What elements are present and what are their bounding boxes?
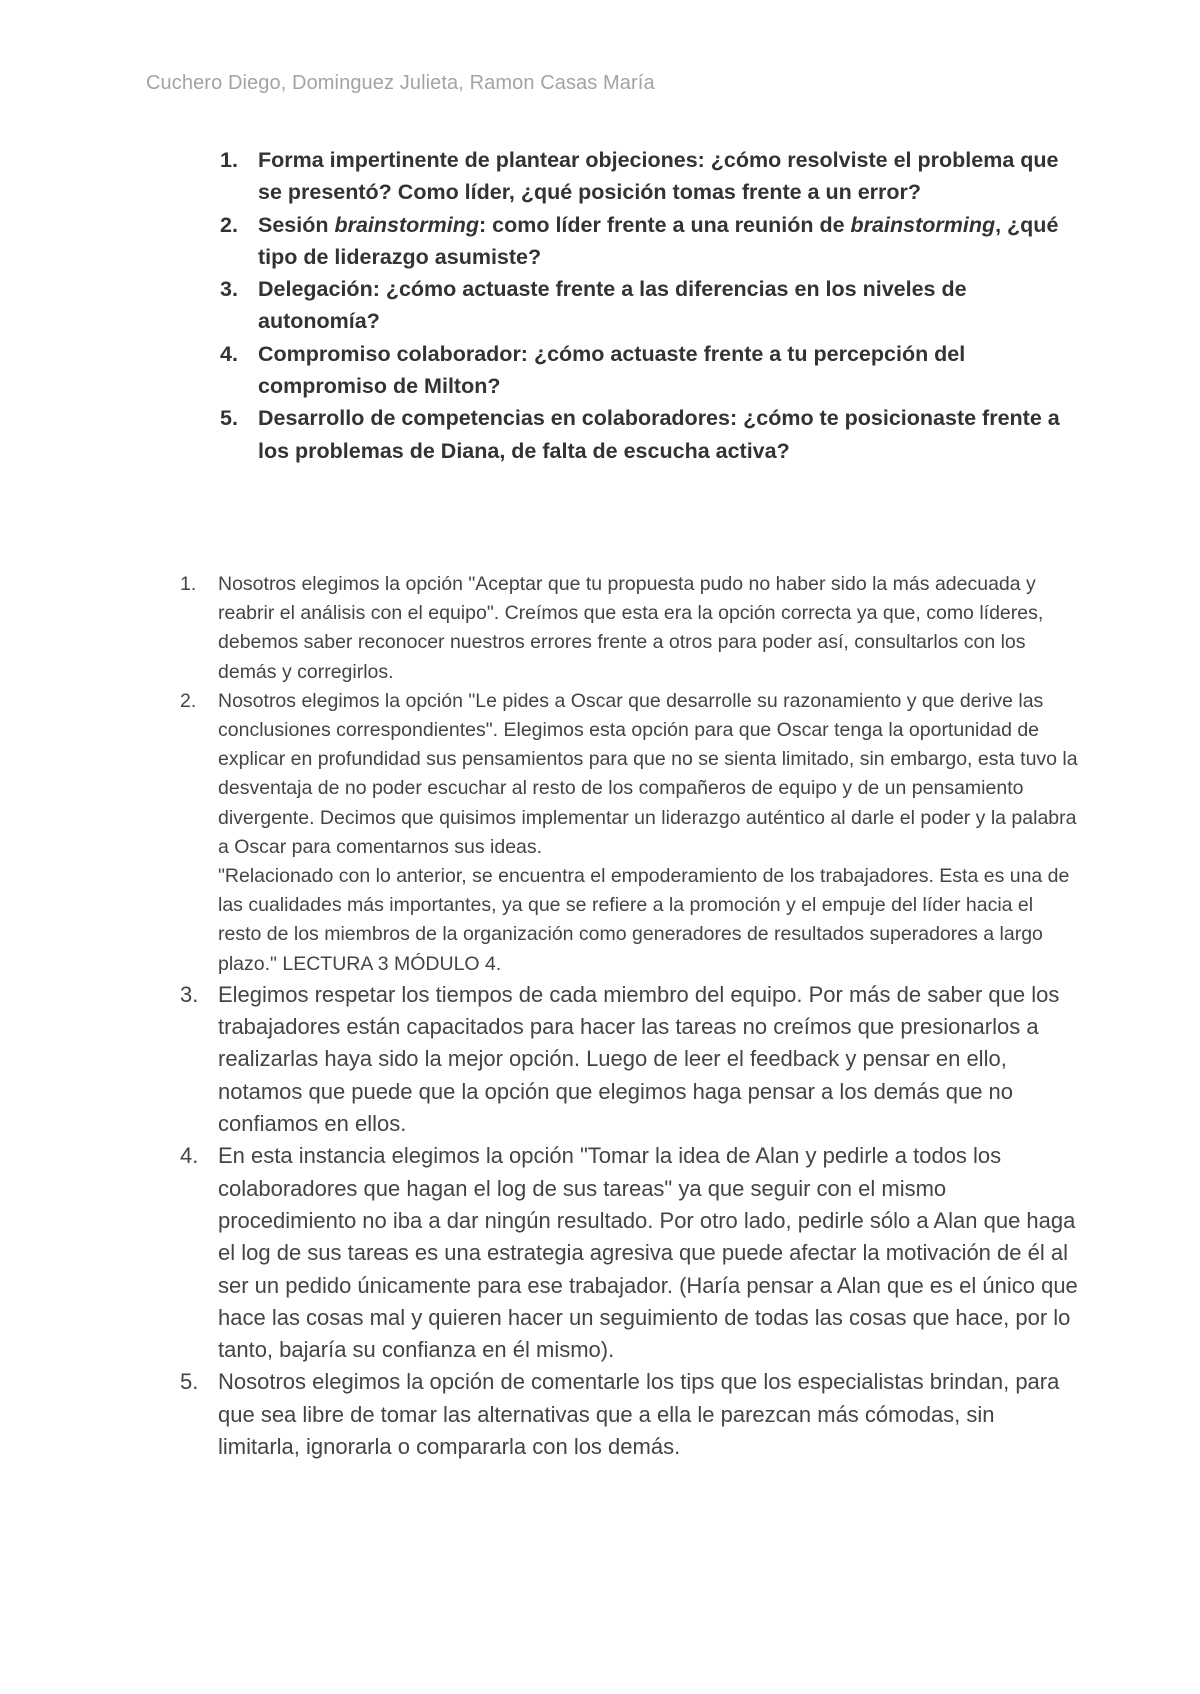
answer-text: Nosotros elegimos la opción de comentarle los tips que los especialistas brindan, para que sea libre de tomar las alternativas que a ella le parezcan más cómodas, sin limitarla, ignorarla o compararla con los demás. bbox=[218, 1369, 1060, 1459]
answer-quote: "Relacionado con lo anterior, se encuentra el empoderamiento de los trabajadores. Esta es una de las cualidades más importantes, ya que se refiere a la promoción y el empuje del líder hacia el resto de los miembros de la organización como generadores de resultados superadores a largo plazo." LECTURA 3 MÓDULO 4. bbox=[218, 865, 1070, 975]
question-item bbox=[220, 402, 1080, 467]
questions-list bbox=[220, 144, 1080, 467]
answer-text: Nosotros elegimos la opción "Aceptar que tu propuesta pudo no haber sido la más adecuada y reabrir el análisis con el equipo". Creímos que esta era la opción correcta ya que, como líderes, debemos saber reconocer nuestros errores frente a otros para poder así, consultarlos con los demás y corregirlos. bbox=[218, 573, 1044, 683]
answer-number: 2. bbox=[180, 689, 197, 712]
answers-list bbox=[180, 570, 1080, 1463]
question-item bbox=[220, 209, 1080, 274]
question-text: Forma impertinente de plantear objeciones: ¿cómo resolviste el problema que se presentó? Como líder, ¿qué posición tomas frente a un error? bbox=[258, 148, 1059, 205]
question-text: Delegación: ¿cómo actuaste frente a las diferencias en los niveles de autonomía? bbox=[258, 277, 967, 334]
answer-item bbox=[180, 1366, 1080, 1463]
question-text: Compromiso colaborador: ¿cómo actuaste frente a tu percepción del compromiso de Milton? bbox=[258, 341, 966, 399]
answer-text: Elegimos respetar los tiempos de cada miembro del equipo. Por más de saber que los trabajadores están capacitados para hacer las tareas no creímos que presionarlos a realizarlas haya sido la mejor opción. Luego de leer el feedback y pensar en ello, notamos que puede que la opción que elegimos haga pensar a los demás que no confiamos en ellos. bbox=[218, 981, 1060, 1137]
question-text: Desarrollo de competencias en colaboradores: ¿cómo te posicionaste frente a los problemas de Diana, de falta de escucha activa? bbox=[258, 406, 1060, 463]
answer-item bbox=[180, 570, 1080, 687]
question-item bbox=[220, 338, 1080, 403]
question-text bbox=[258, 213, 1058, 269]
question-number: 2. bbox=[220, 212, 238, 237]
question-text-part: : como líder frente a una reunión de bbox=[479, 212, 851, 237]
question-text-part: , ¿qué tipo de liderazgo asumiste? bbox=[258, 212, 1059, 269]
answer-text: En esta instancia elegimos la opción "Tomar la idea de Alan y pedirle a todos los colaboradores que hagan el log de sus tareas" ya que seguir con el mismo procedimiento no iba a dar ningún resultado. Por otro lado, pedirle sólo a Alan que haga el log de sus tareas es una estrategia agresiva que puede afectar la motivación de él al ser un pedido únicamente para ese trabajador. (Haría pensar a Alan que es el único que hace las cosas mal y quieren hacer un seguimiento de todas las cosas que hace, por lo tanto, bajaría su confianza en él mismo). bbox=[218, 1143, 1078, 1363]
question-item bbox=[220, 273, 1080, 338]
question-text-part: Sesión bbox=[258, 212, 335, 237]
authors-header: Cuchero Diego, Dominguez Julieta, Ramon Casas María bbox=[146, 72, 655, 94]
question-number: 5. bbox=[220, 406, 238, 431]
question-emphasis: brainstorming bbox=[334, 212, 480, 237]
question-number: 1. bbox=[220, 148, 238, 172]
answer-number: 5. bbox=[180, 1369, 199, 1395]
answer-item bbox=[180, 687, 1080, 979]
answer-item bbox=[180, 979, 1080, 1140]
question-item bbox=[220, 144, 1080, 209]
question-number: 4. bbox=[220, 341, 238, 366]
answer-number: 4. bbox=[180, 1143, 199, 1169]
answer-number: 3. bbox=[180, 981, 199, 1007]
question-emphasis: brainstorming bbox=[850, 212, 996, 237]
answer-item bbox=[180, 1140, 1080, 1366]
answer-number: 1. bbox=[180, 573, 197, 595]
question-number: 3. bbox=[220, 277, 238, 302]
answer-text: Nosotros elegimos la opción "Le pides a Oscar que desarrolle su razonamiento y que derive las conclusiones correspondientes". Elegimos esta opción para que Oscar tenga la oportunidad de explicar en profundidad sus pensamientos para que no se sienta limitado, sin embargo, esta tuvo la desventaja de no poder escuchar al resto de los compañeros de equipo y de un pensamiento divergente. Decimos que quisimos implementar un liderazgo auténtico al darle el poder y la palabra a Oscar para comentarnos sus ideas. bbox=[218, 689, 1078, 858]
